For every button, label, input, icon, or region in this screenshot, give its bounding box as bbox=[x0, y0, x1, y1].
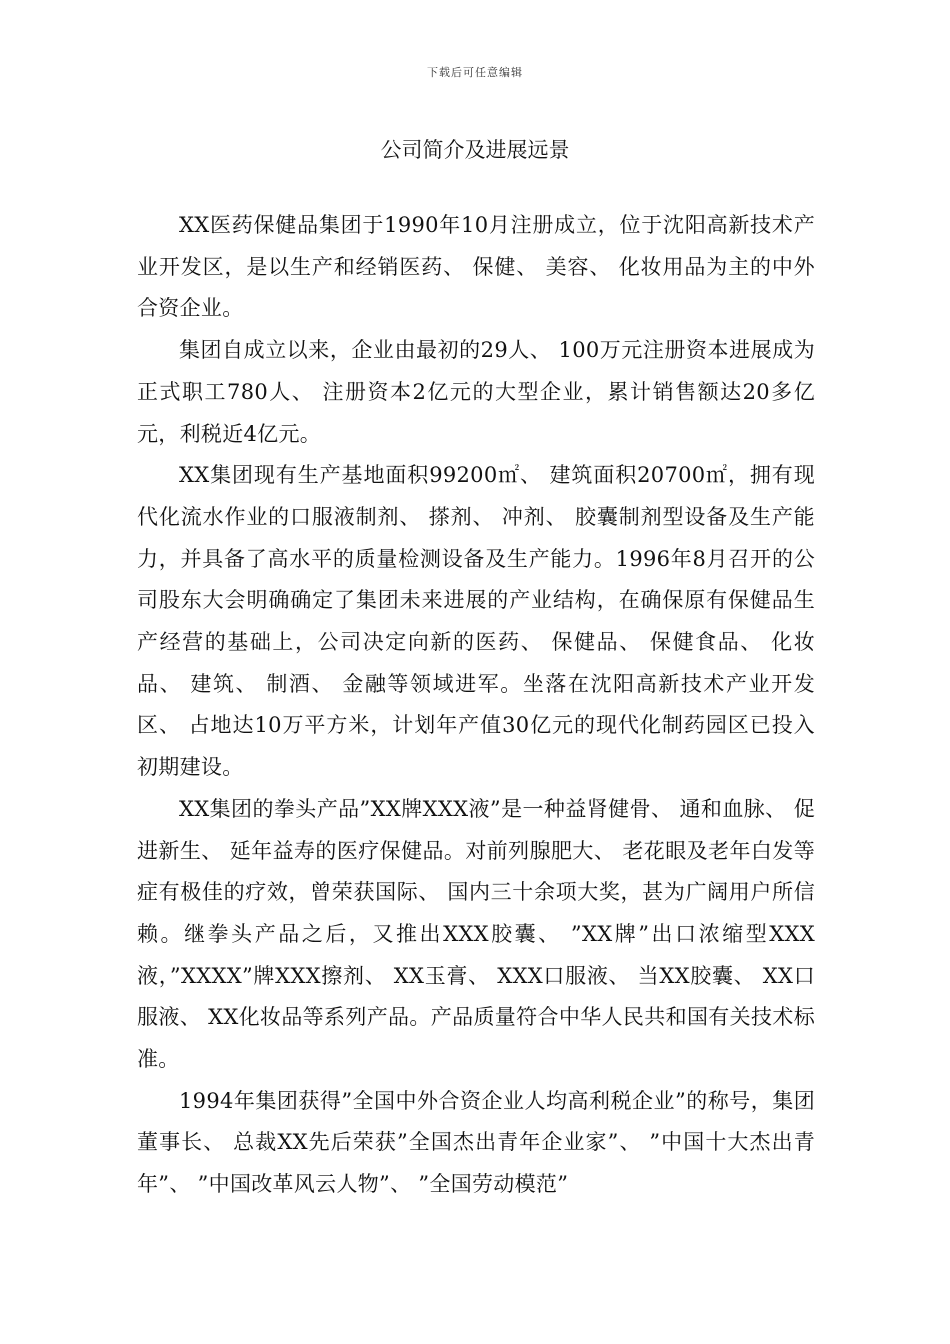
paragraph-company-intro: XX医药保健品集团于1990年10月注册成立，位于沈阳高新技术产业开发区，是以生产和经销医药、 保健、 美容、 化妆用品为主的中外合资企业。 bbox=[137, 213, 815, 321]
document-body bbox=[137, 205, 815, 1206]
page-header-note: 下载后可任意编辑 bbox=[427, 66, 523, 79]
paragraph-growth: 集团自成立以来，企业由最初的29人、 100万元注册资本进展成为正式职工780人、 注册资本2亿元的大型企业，累计销售额达20多亿元，利税近4亿元。 bbox=[137, 338, 815, 446]
document-title: 公司简介及进展远景 bbox=[380, 138, 570, 162]
paragraph-production-base: XX集团现有生产基地面积99200㎡、 建筑面积20700㎡，拥有现代化流水作业的口服液制剂、 搽剂、 冲剂、 胶囊制剂型设备及生产能力，并具备了高水平的质量检测设备及生产能力。1996年8月召开的公司股东大会明确确定了集团未来进展的产业结构，在确保原有保健品生产经营的基础上，公司决定向新的医药、 保健品、 保健食品、 化妆品、 建筑、 制酒、 金融等领域进军。坐落在沈阳高新技术产业开发区、 占地达10万平方米，计划年产值30亿元的现代化制药园区已投入初期建设。 bbox=[137, 463, 815, 780]
paragraph-honors: 1994年集团获得”全国中外合资企业人均高利税企业”的称号，集团董事长、 总裁XX先后荣获”全国杰出青年企业家”、 ”中国十大杰出青年”、 ”中国改革风云人物”、 ”全国劳动模范” bbox=[137, 1088, 815, 1197]
paragraph-products: XX集团的拳头产品”XX牌XXX液”是一种益肾健骨、 通和血脉、 促进新生、 延年益寿的医疗保健品。对前列腺肥大、 老花眼及老年白发等症有极佳的疗效，曾荣获国际、 国内三十余项大奖，甚为广阔用户所信赖。继拳头产品之后，又推出XXX胶囊、 ”XX牌”出口浓缩型XXX液，”XXXX”牌XXX擦剂、 XX玉膏、 XXX口服液、 当XX胶囊、 XX口服液、 XX化妆品等系列产品。产品质量符合中华人民共和国有关技术标准。 bbox=[137, 796, 815, 1072]
